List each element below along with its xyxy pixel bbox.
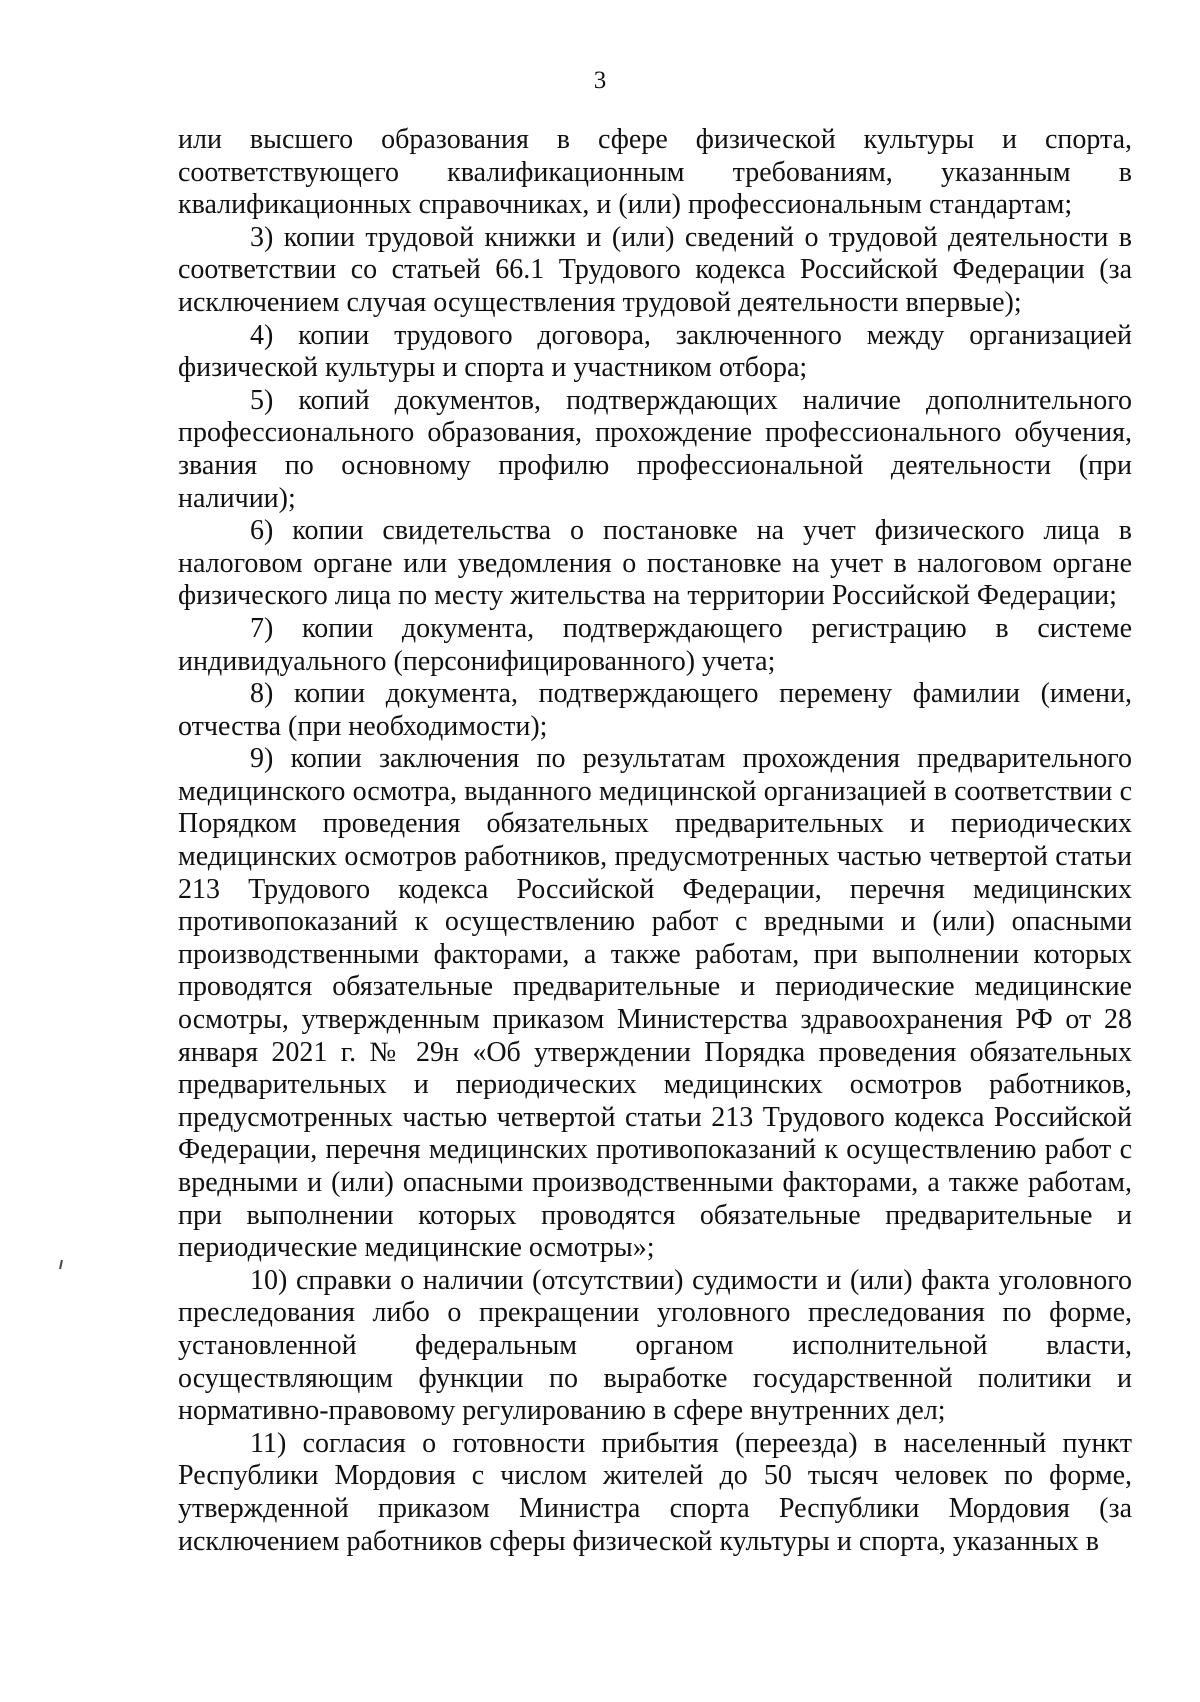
list-item-3: 3) копии трудовой книжки и (или) сведений о трудовой деятельности в соответствии со статьей 66.1 Трудового кодекса Российской Федерации (за исключением случая осуществления трудовой деятельности впервые); bbox=[178, 221, 1132, 318]
list-item-5: 5) копий документов, подтверждающих наличие дополнительного профессионального образования, прохождение профессионального обучения, звания по основному профилю профессиональной деятельности (при наличии); bbox=[178, 384, 1132, 514]
list-item-4: 4) копии трудового договора, заключенного между организацией физической культуры и спорта и участником отбора; bbox=[178, 319, 1132, 384]
paragraph-continuation: или высшего образования в сфере физической культуры и спорта, соответствующего квалификационным требованиям, указанным в квалификационных справочниках, и (или) профессиональным стандартам; bbox=[178, 124, 1132, 221]
list-item-10: 10) справки о наличии (отсутствии) судимости и (или) факта уголовного преследования либо о прекращении уголовного преследования по форме, установленной федеральным органом исполнительной власти, осуществляющим функции по выработке государственной политики и нормативно-правовому регулированию в сфере внутренних дел; bbox=[178, 1264, 1132, 1427]
list-item-8: 8) копии документа, подтверждающего перемену фамилии (имени, отчества (при необходимости); bbox=[178, 678, 1132, 742]
list-item-6: 6) копии свидетельства о постановке на учет физического лица в налоговом органе или уведомления о постановке на учет в налоговом органе физического лица по месту жительства на территории Российской Федерации; bbox=[178, 515, 1132, 612]
list-item-7: 7) копии документа, подтверждающего регистрацию в системе индивидуального (персонифицированного) учета; bbox=[178, 612, 1132, 677]
page-number: 3 bbox=[593, 67, 607, 94]
list-item-9: 9) копии заключения по результатам прохождения предварительного медицинского осмотра, выданного медицинской организацией в соответствии с Порядком проведения обязательных предварительных и периодических медицинских осмотров работников, предусмотренных частью четвертой статьи 213 Трудового кодекса Российской Федерации, перечня медицинских противопоказаний к осуществлению работ с вредными и (или) опасными производственными факторами, а также работам, при выполнении которых проводятся обязательные предварительные и периодические медицинские осмотры, утвержденным приказом Министерства здравоохранения РФ от 28 января 2021 г. № 29н «Об утверждении Порядка проведения обязательных предварительных и периодических медицинских осмотров работников, предусмотренных частью четвертой статьи 213 Трудового кодекса Российской Федерации, перечня медицинских противопоказаний к осуществлению работ с вредными и (или) опасными производственными факторами, а также работам, при выполнении которых проводятся обязательные предварительные и периодические медицинские осмотры»; bbox=[178, 743, 1132, 1264]
document-body bbox=[178, 124, 1132, 1558]
list-item-11: 11) согласия о готовности прибытия (переезда) в населенный пункт Республики Мордовия с числом жителей до 50 тысяч человек по форме, утвержденной приказом Министра спорта Республики Мордовия (за исключением работников сферы физической культуры и спорта, указанных в bbox=[178, 1427, 1132, 1557]
scan-artifact-mark bbox=[59, 1260, 63, 1269]
